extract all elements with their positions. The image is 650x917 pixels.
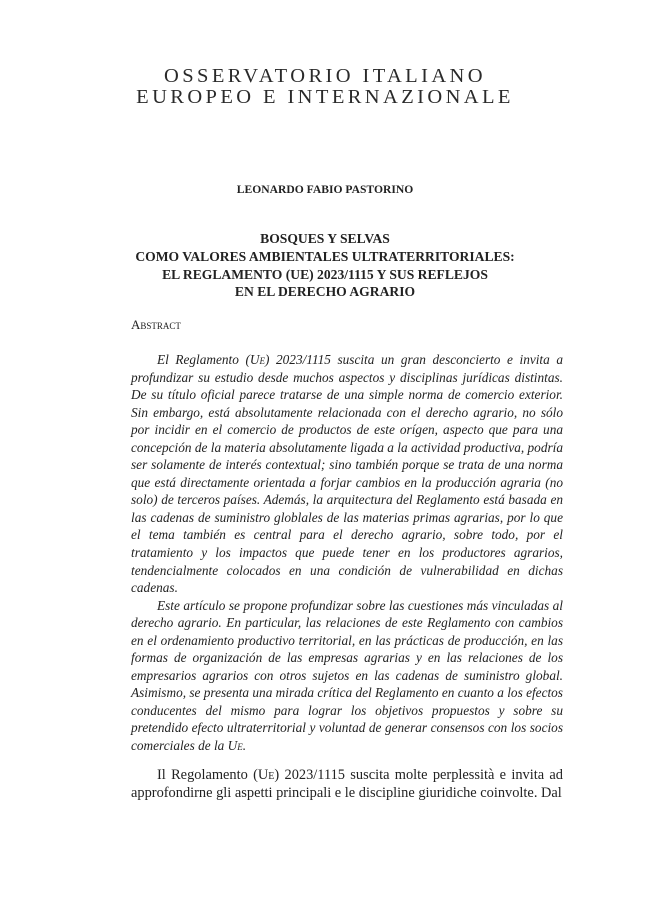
body-paragraph-1 (131, 766, 563, 802)
body-p1-text-a: Il Regolamento ( (157, 767, 258, 783)
article-title-line-4: EN EL DERECHO AGRARIO (234, 284, 416, 300)
abstract-p2-text-a: Este artículo se propone profundizar sobre las cuestiones más vinculadas al derecho agrario. En particular, las relaciones de este Reglamento con cambios en el ordenamiento productivo territorial, en las prácticas de producción, en las formas de organización de las empresas agrarias y en las relaciones de los empresarios agrarios con otros sujetos en las cadenas de suministro global. Asimismo, se presenta una mirada crítica del Reglamento en cuanto a los efectos conducentes del mismo para lograr los objetivos propuestos y sobre su pretendido efecto ultraterritorial y voluntad de generar consensos con los socios comerciales de la (131, 597, 563, 754)
abstract-body (131, 351, 563, 755)
abstract-p1-ue: Ue (249, 352, 265, 367)
body-p1-text-b: ) 2023/1115 suscita molte perplessità e invita ad approfondirne gli aspetti principali e le discipline giuridiche coinvolte. Dal (131, 767, 563, 801)
article-title-line-1: BOSQUES Y SELVAS (260, 231, 390, 246)
body-text (131, 766, 563, 802)
abstract-p1-text-b: ) 2023/1115 suscita un gran desconcierto e invita a profundizar su estudio desde muchos aspectos y disciplinas jurídicas distintas. De su título oficial parece tratarse de una simple norma de comercio exterior. Sin embargo, está absolutamente relacionada con el derecho agrario, no sólo por incidir en el comercio de productos de este orígen, aspecto que para una concepción de la materia absolutamente ligada a la actividad productiva, podría ser solamente de interés contextual; sino también porque se trata de una norma que está directamente orientada a forjar cambios en la producción agraria (no solo) de terceros países. Además, la arquitectura del Reglamento está basada en las cadenas de suministro globlales de las materias primas agrarias, por lo que el tema también es central para el derecho agrario, sobre todo, por el tratamiento y los impactos que puede tener en los productores agrarios, tendencialmente colocados en una condición de vulnerabilidad en dichas cadenas. (131, 352, 563, 596)
journal-title (0, 66, 650, 108)
journal-title-line-1: OSSERVATORIO ITALIANO (164, 65, 486, 87)
journal-title-line-2: EUROPEO E INTERNAZIONALE (136, 86, 514, 108)
abstract-paragraph-2 (131, 597, 563, 755)
article-title-line-2: COMO VALORES AMBIENTALES ULTRATERRITORIALES: (135, 248, 515, 264)
abstract-p1-text-a: El Reglamento ( (157, 352, 250, 367)
abstract-heading: Abstract (131, 317, 181, 332)
body-p1-ue: Ue (257, 767, 275, 783)
article-title-line-3: EL REGLAMENTO (UE) 2023/1115 Y SUS REFLEJOS (162, 266, 488, 282)
article-title (0, 230, 650, 301)
abstract-paragraph-1 (131, 351, 563, 597)
author-name: LEONARDO FABIO PASTORINO (236, 183, 414, 196)
abstract-p2-ue: Ue (227, 738, 243, 754)
abstract-p2-text-b: . (242, 738, 247, 754)
